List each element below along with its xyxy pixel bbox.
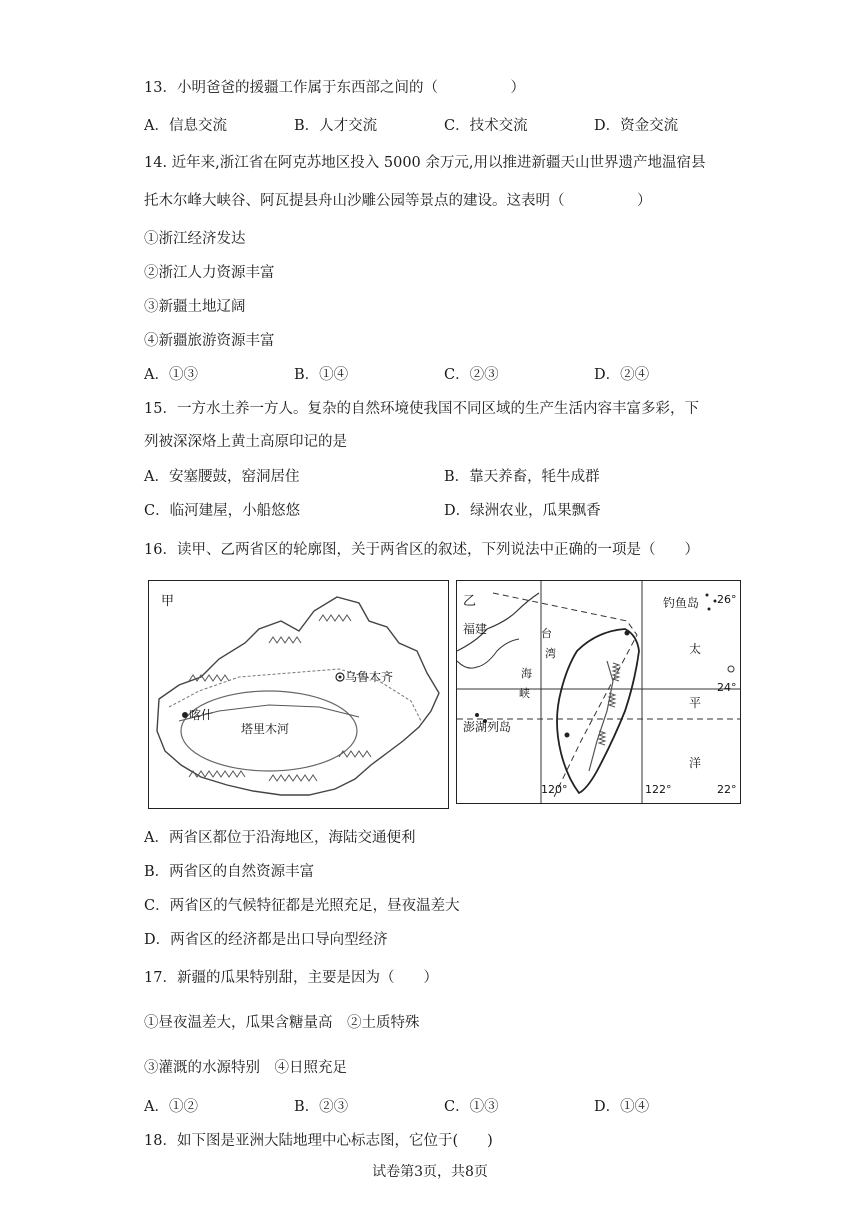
q18-stem: 18．如下图是亚洲大陆地理中心标志图，它位于( ) [144, 1133, 493, 1149]
q17-option-a: A．①② [144, 1099, 198, 1115]
q16-stem: 16．读甲、乙两省区的轮廓图，关于两省区的叙述，下列说法中正确的一项是（ ） [144, 542, 699, 558]
lat-label-22: 22° [717, 783, 737, 796]
q13-option-b: B．人才交流 [294, 118, 378, 134]
label-tarim: 塔里木河 [241, 722, 290, 736]
label-kashgar: 喀什 [189, 708, 214, 722]
q13-option-c: C．技术交流 [444, 118, 528, 134]
kashgar-marker [182, 712, 188, 718]
page-footer: 试卷第3页，共8页 [372, 1164, 488, 1180]
q13-stem: 13．小明爸爸的援疆工作属于东西部之间的（ ） [144, 80, 525, 96]
q15-stem-line2: 列被深深烙上黄土高原印记的是 [144, 434, 347, 450]
q14-option-c: C．②③ [444, 367, 499, 383]
map-tag-yi: 乙 [463, 594, 477, 609]
strait-char-4: 峡 [519, 687, 530, 700]
q14-item-2: ②浙江人力资源丰富 [144, 265, 275, 281]
taiwan-outline-figure [457, 581, 740, 803]
q15-stem-line1: 15．一方水土养一方人。复杂的自然环境使我国不同区域的生产生活内容丰富多彩，下 [144, 401, 699, 417]
q16-option-d: D．两省区的经济都是出口导向型经济 [144, 932, 388, 948]
q15-option-d: D．绿洲农业，瓜果飘香 [444, 503, 601, 519]
q14-option-a: A．①③ [144, 367, 198, 383]
q14-option-b: B．①④ [294, 367, 349, 383]
q14-item-3: ③新疆土地辽阔 [144, 299, 246, 315]
lon-label-122: 122° [645, 783, 672, 796]
q15-option-b: B．靠天养畜，牦牛成群 [444, 469, 600, 485]
q13-option-d: D．资金交流 [594, 118, 679, 134]
q16-option-b: B．两省区的自然资源丰富 [144, 864, 315, 880]
label-fujian: 福建 [463, 622, 488, 636]
ocean-char-2: 平 [689, 696, 702, 710]
map-taiwan [456, 580, 741, 804]
label-penghu: 澎湖列岛 [463, 720, 512, 734]
label-diaoyu: 钓鱼岛 [663, 596, 700, 610]
lat-label-26: 26° [717, 593, 737, 606]
q17-option-c: C．①③ [444, 1099, 499, 1115]
q17-stem: 17．新疆的瓜果特别甜，主要是因为（ ） [144, 970, 438, 986]
lon-label-120: 120° [541, 783, 568, 796]
q14-stem-line2: 托木尔峰大峡谷、阿瓦提县舟山沙雕公园等景点的建设。这表明（ ） [144, 193, 652, 209]
xinjiang-outline-figure [149, 581, 448, 808]
strait-char-1: 台 [541, 627, 552, 640]
map-xinjiang [148, 580, 449, 809]
label-urumqi: 乌鲁木齐 [345, 670, 394, 684]
q17-items-line2: ③灌溉的水源特别 ④日照充足 [144, 1060, 347, 1076]
map-tag-jia: 甲 [161, 594, 175, 609]
q15-option-a: A．安塞腰鼓，窑洞居住 [144, 469, 300, 485]
q14-option-d: D．②④ [594, 367, 650, 383]
q14-item-4: ④新疆旅游资源丰富 [144, 333, 275, 349]
ocean-char-1: 太 [689, 642, 702, 656]
strait-char-3: 海 [521, 667, 532, 680]
q14-item-1: ①浙江经济发达 [144, 231, 246, 247]
q17-option-b: B．②③ [294, 1099, 349, 1115]
q14-stem-line1: 14. 近年来,浙江省在阿克苏地区投入 5000 余万元,用以推进新疆天山世界遗产地温宿县 [144, 155, 706, 171]
lat-label-24: 24° [717, 681, 737, 694]
q16-option-a: A．两省区都位于沿海地区，海陆交通便利 [144, 830, 416, 846]
q17-items-line1: ①昼夜温差大，瓜果含糖量高 ②土质特殊 [144, 1015, 420, 1031]
ocean-char-3: 洋 [689, 756, 702, 770]
q17-option-d: D．①④ [594, 1099, 650, 1115]
q16-option-c: C．两省区的气候特征都是光照充足，昼夜温差大 [144, 898, 460, 914]
q13-option-a: A．信息交流 [144, 118, 227, 134]
strait-char-2: 湾 [545, 647, 556, 660]
q15-option-c: C．临河建屋，小船悠悠 [144, 503, 301, 519]
